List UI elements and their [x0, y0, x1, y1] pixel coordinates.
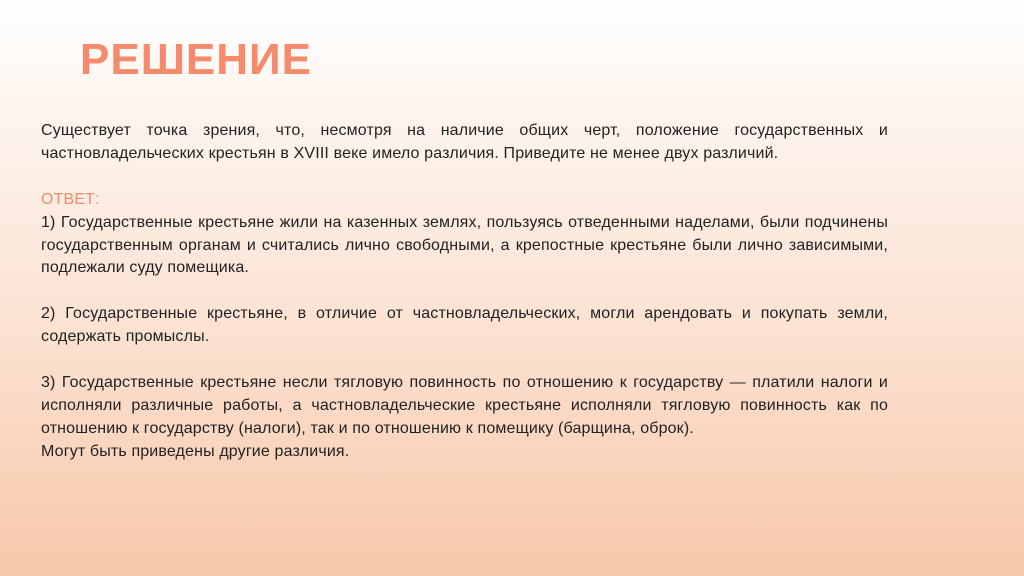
spacer	[41, 166, 888, 189]
spacer	[41, 349, 888, 372]
slide-title: РЕШЕНИЕ	[80, 35, 313, 84]
slide-content	[41, 120, 888, 464]
answer-item-1: 1) Государственные крестьяне жили на казенных землях, пользуясь отведенными наделами, были подчинены государственным органам и считались лично свободными, а крепостные крестьяне были лично зависимыми, подлежали суду помещика.	[41, 213, 888, 277]
answer-item-3: 3) Государственные крестьяне несли тягловую повинность по отношению к государству — платили налоги и исполняли различные работы, а частновладельческие крестьяне исполняли тягловую повинность как по отношению к государству (налоги), так и по отношению к помещику (барщина, оброк).	[41, 373, 888, 437]
answer-label: ОТВЕТ:	[41, 190, 100, 208]
footer-note: Могут быть приведены другие различия.	[41, 442, 350, 460]
question-text: Существует точка зрения, что, несмотря на наличие общих черт, положение государственных и частновладельческих крестьян в XVIII веке имело различия. Приведите не менее двух различий.	[41, 122, 888, 162]
answer-item-2: 2) Государственные крестьяне, в отличие от частновладельческих, могли арендовать и покупать земли, содержать промыслы.	[41, 305, 888, 346]
spacer	[41, 280, 888, 303]
